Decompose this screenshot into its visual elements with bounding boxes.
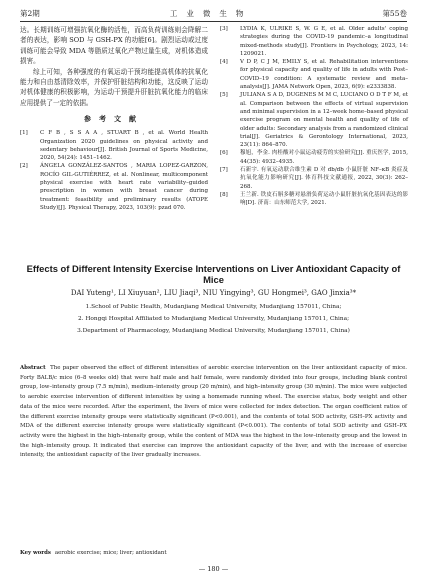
header-rule: [20, 21, 407, 22]
english-keywords: [20, 550, 407, 556]
reference-item: [20, 162, 208, 212]
keywords-text: aerobic exercise; mice; liver; antioxidant: [54, 550, 167, 556]
affiliation-2: 2. Hongqi Hospital Affiliated to Mudanjiang Medical University, Mudanjiang 157011, China;: [77, 316, 350, 322]
reference-text: 王兰新. 铁皮石斛多糖对悬滑负荷运动小鼠肝脏抗氧化基因表达的影响[D]. 济南：山东师范大学, 2021.: [240, 191, 408, 207]
english-author-block: [20, 289, 407, 334]
issue-number: 第2期: [20, 8, 40, 18]
reference-item: [220, 25, 408, 58]
reference-text: 穆旭，李金. 肉桂酸对小鼠运动疲劳的实验研究[J]. 重庆医学, 2015, 44(35): 4932–4935.: [240, 150, 408, 165]
left-column: [20, 25, 208, 212]
affiliation-1: 1.School of Public Health, Mudanjiang Medical University, Mudanjiang 157011, China;: [85, 304, 342, 310]
right-column: [220, 25, 408, 208]
journal-name: 工业微生物: [169, 8, 253, 18]
reference-number: [6]: [220, 150, 228, 157]
reference-text: ÁNGELA GONZÁLEZ-SANTOS , MARIA LOPEZ-GARZON, ROCÍO GIL-GUTIÉRREZ, et al. Nonlinear, multicomponent physical exercise with heart rate variability–guided prescription in women with breast cancer during treatment: feasibility and preliminary results (ATOPE Study)[J]. Physical Therapy, 2023, 103(9): pzad 070.: [40, 163, 208, 211]
reference-item: [220, 191, 408, 208]
reference-number: [3]: [220, 26, 228, 32]
keywords-label: Key words: [20, 550, 51, 556]
reference-item: [220, 149, 408, 166]
reference-text: V D P, C J M, EMILY S, et al. Rehabilitation interventions for physical capacity and quality of life in adults with Post–COVID–19 condition: A systematic review and meta–analysis[J]. JAMA Network Open, 2023, 6(9): e2333838.: [240, 59, 408, 91]
reference-text: C F B , S S A A , STUART B , et al. World Health Organization 2020 guidelines on physical activity and sedentary behaviour[J]. British Journal of Sports Medicine, 2020, 54(24): 1451–1462.: [40, 130, 208, 162]
reference-text: LYDIA K, ULRIKE S, W. G E, et al. Older adults' coping strategies during the COVID-19 pandemic–a longitudinal mixed-methods study[J]. Frontiers in Psychology, 2023, 14: 1209021.: [240, 26, 408, 57]
reference-number: [4]: [220, 59, 228, 66]
abstract-text: The paper observed the effect of different intensities of aerobic exercise intervention on the liver antioxidant capacity of mice. Forty BALB/c mice (6–8 weeks old) that were half male and half female, were randomly divided into four groups, including blank control group, low–intensity group (7.5 m/min), medium–intensity group (20 m/min), and high–intensity group (30 m/min). The mice were subjected to aerobic exercise intervention of different intensities by using a homemade running wheel. The exercise status, body weight and other data of the mice were recorded. After the experiment, the livers of mice were collected for index detection. The organ coefficient ratios of the different exercise intensity groups were statistically significant (P<0.001), and the contents of total SOD activity, GSH–PX activity and MDA of the different exercise intensity groups were statistically significant (P<0.001). The contents of total SOD activity and GSH–PX activity were the highest in the high–intensity group, while the content of MDA was the highest in the low–intensity group and the lowest in the high–intensity group. It indicated that exercise can improve the antioxidant capacity of the liver, and with the increase of exercise intensity, the antioxidant capacity of the liver gradually increases.: [20, 365, 407, 459]
running-header: [20, 6, 407, 20]
reference-item: [220, 91, 408, 149]
body-paragraph-2: 综上可知，各种强度的有氧运动干预均能提高机体的抗氧化能力和自由基清除效率，并保护肝脏结构和功能，这反映了运动对机体健康的积极影响，为运动干预提升肝脏抗氧化能力的临床应用提供了一定的依据。: [20, 67, 208, 107]
reference-item: [20, 129, 208, 162]
affiliation-3: 3.Department of Pharmacology, Mudanjiang Medical University, Mudanjiang 157011, China): [77, 328, 350, 334]
reference-text: JULIANA S A D, DUGENES M M C, LUCIANO O D T F M, et al. Comparison between the effects of virtual supervision and minimal supervision in a 12–week home–based physical exercise program on mental health and quality of life of older adults: Secondary analysis from a randomized clinical trial[J]. Geriatrics & Gerontology International, 2023, 23(11): 864–870.: [240, 92, 408, 149]
reference-number: [1]: [20, 130, 28, 137]
abstract-label: Abstract: [20, 365, 46, 371]
reference-text: 石新宇. 有氧运动联合维生素 D 对 db/db 小鼠肝脏 NF–κB 炎症及抗氧化能力影响研究[J]. 体育科技文献通报, 2022, 30(3): 262–268.: [240, 167, 408, 190]
body-paragraph-1: 达。长期训练可增强抗氧化酶的活性，而高负荷训练则会降解二者的表达，影响 SOD 与 GSH-PX 的功能[6]。剧烈运动或过度训练可能会导致 MDA 等脂质过氧化产物过量生成，对机体造成损害。: [20, 26, 208, 66]
volume-number: 第55卷: [382, 8, 407, 18]
english-abstract: [20, 364, 407, 461]
reference-number: [7]: [220, 167, 228, 174]
page-number: — 180 —: [198, 565, 229, 573]
reference-number: [2]: [20, 163, 28, 170]
reference-item: [220, 166, 408, 191]
english-authors: DAI Yuteng¹, LI Xiuyuan², LIU Jiaqi³, NIU Yingying³, GU Hongmei³, GAO Jinxia³*: [70, 289, 357, 297]
reference-number: [5]: [220, 92, 228, 99]
reference-number: [8]: [220, 191, 228, 198]
reference-item: [220, 58, 408, 91]
references-heading: 参考文献: [84, 114, 144, 124]
english-title: Effects of Different Intensity Exercise Interventions on Liver Antioxidant Capacity of Mice: [26, 263, 401, 285]
